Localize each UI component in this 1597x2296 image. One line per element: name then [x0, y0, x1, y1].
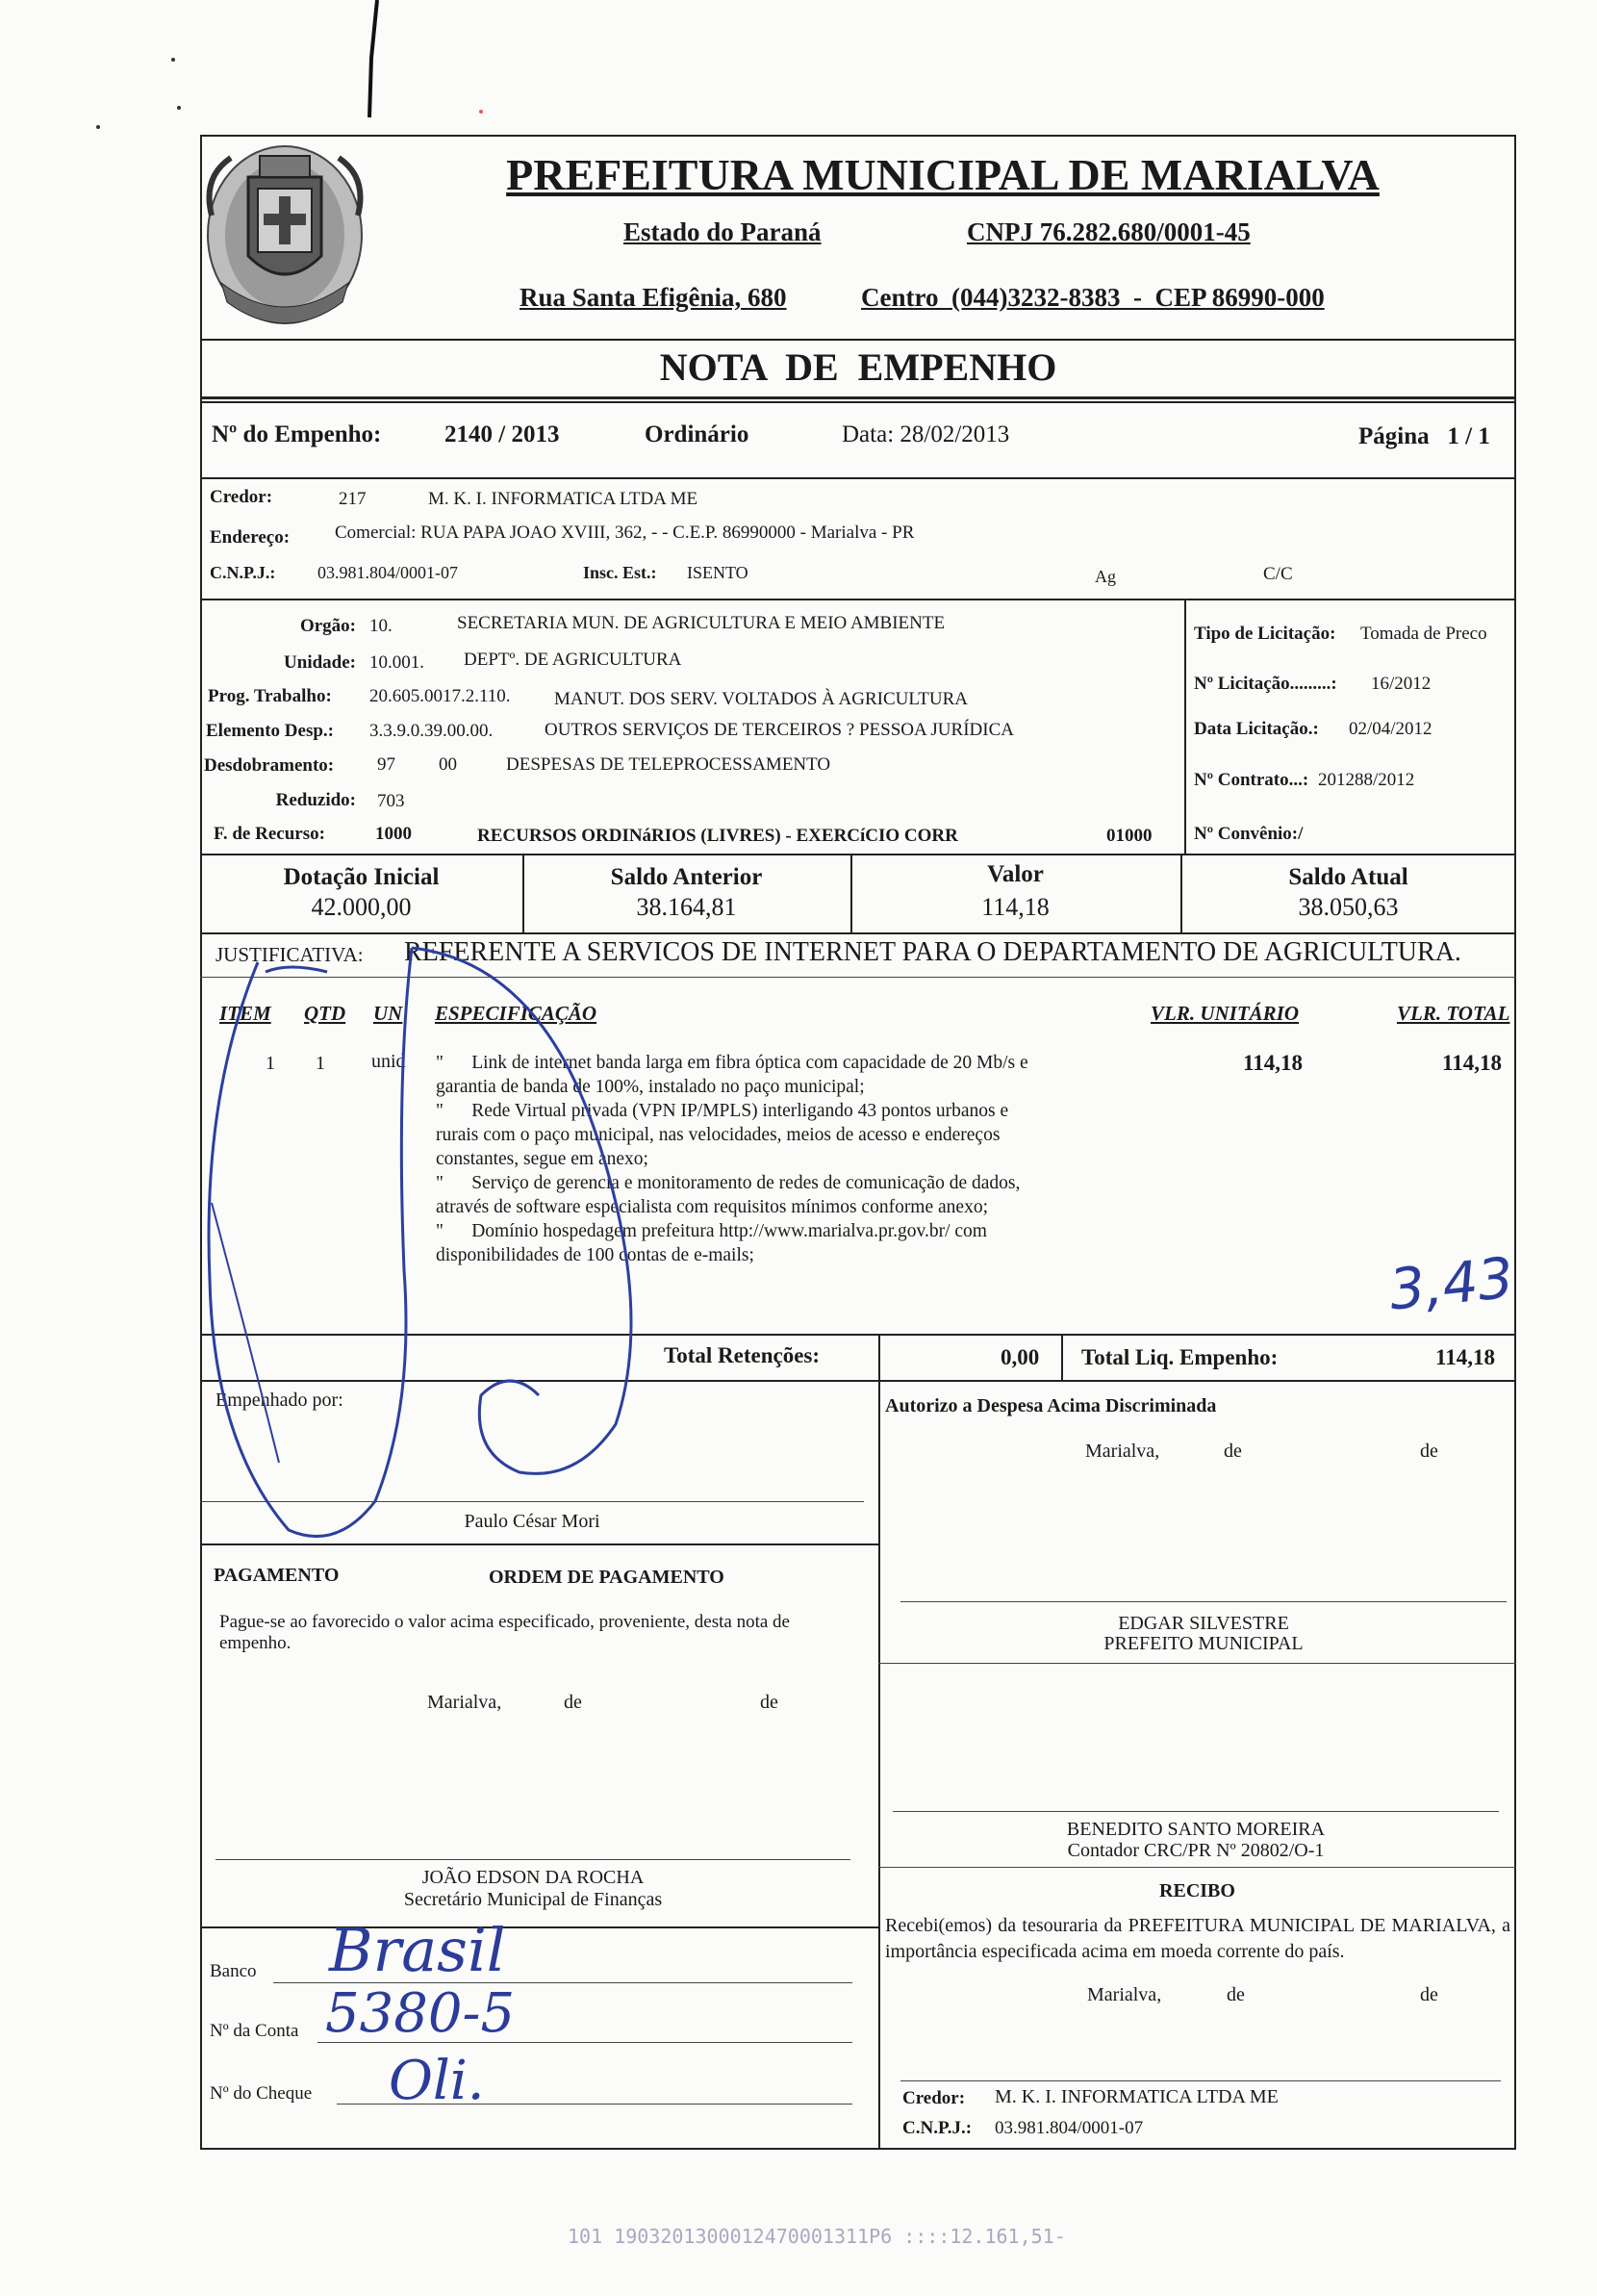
recibo-cnpj: 03.981.804/0001-07 [995, 2118, 1144, 2138]
prefeito-name: EDGAR SILVESTRE [1118, 1613, 1289, 1634]
empenho-number-label: Nº do Empenho: [212, 421, 382, 447]
recibo-title: RECIBO [1159, 1880, 1235, 1901]
secretario-title: Secretário Municipal de Finanças [403, 1889, 663, 1910]
prefeito-title: PREFEITO MUNICIPAL [1103, 1633, 1304, 1654]
total-liquido-label: Total Liq. Empenho: [1081, 1345, 1279, 1369]
contador-name: BENEDITO SANTO MOREIRA [1066, 1819, 1326, 1840]
conta-handwritten: 5380-5 [325, 1982, 516, 2045]
conta-label: Nº da Conta [210, 2021, 299, 2041]
page-number: Página 1 / 1 [1358, 423, 1490, 449]
address-street: Rua Santa Efigênia, 680 [520, 283, 787, 312]
document-title: NOTA DE EMPENHO [659, 345, 1057, 389]
unidade-code: 10.001. [369, 652, 424, 673]
saldo-anterior-label: Saldo Anterior [610, 864, 763, 890]
reduzido-label: Reduzido: [275, 790, 356, 810]
state-name: Estado do Paraná [623, 217, 822, 246]
recibo-credor: M. K. I. INFORMATICA LTDA ME [995, 2086, 1279, 2107]
elemento-name: OUTROS SERVIÇOS DE TERCEIROS ? PESSOA JURÍDICA [545, 720, 1014, 740]
cheque-label: Nº do Cheque [210, 2083, 313, 2104]
credor-label: Credor: [210, 487, 273, 507]
spec-line: através de software especialista com requisitos mínimos conforme anexo; [436, 1197, 988, 1217]
empenho-type: Ordinário [645, 421, 749, 447]
unidade-label: Unidade: [284, 652, 356, 673]
contrato-value: 201288/2012 [1318, 770, 1415, 790]
recurso-code: 1000 [375, 824, 412, 844]
recibo-text: Recebi(emos) da tesouraria da PREFEITURA MUNICIPAL DE MARIALVA, a importância especificada acima em moeda corrente do país. [885, 1915, 1510, 1962]
total-retencoes-label: Total Retenções: [664, 1343, 821, 1367]
valor-value: 114,18 [981, 893, 1050, 921]
saldo-atual-value: 38.050,63 [1298, 893, 1399, 921]
empenhado-label: Empenhado por: [215, 1390, 343, 1411]
recibo-de-2: de [1420, 1984, 1438, 2005]
saldo-anterior-value: 38.164,81 [636, 893, 737, 921]
handwritten-note: 3,43 [1385, 1244, 1517, 1323]
orgao-label: Orgão: [299, 616, 356, 636]
contador-title: Contador CRC/PR Nº 20802/O-1 [1067, 1840, 1325, 1861]
col-qtd: QTD [304, 1002, 346, 1025]
desdobramento-code-2: 00 [439, 754, 457, 775]
cnpj-prefeitura: CNPJ 76.282.680/0001-45 [967, 217, 1251, 246]
col-item: ITEM [219, 1002, 271, 1025]
recibo-credor-label: Credor: [902, 2088, 966, 2108]
item-qtd: 1 [316, 1053, 325, 1074]
elemento-code: 3.3.9.0.39.00.00. [369, 721, 494, 741]
spec-line: " Link de internet banda larga em fibra óptica com capacidade de 20 Mb/s e [436, 1053, 1028, 1073]
credor-endereco: Comercial: RUA PAPA JOAO XVIII, 362, - - C.E.P. 86990000 - Marialva - PR [335, 523, 915, 543]
ag-label: Ag [1095, 567, 1116, 586]
spec-line: constantes, segue em anexo; [436, 1149, 648, 1169]
prog-name: MANUT. DOS SERV. VOLTADOS À AGRICULTURA [554, 689, 968, 709]
dotacao-inicial-value: 42.000,00 [311, 893, 412, 921]
data-licitacao: 02/04/2012 [1349, 719, 1432, 739]
scan-marks [0, 0, 1597, 135]
reduzido-value: 703 [377, 791, 405, 811]
convenio-label: Nº Convênio:/ [1194, 824, 1304, 844]
tipo-licitacao-label: Tipo de Licitação: [1194, 624, 1336, 644]
autorizo-label: Autorizo a Despesa Acima Discriminada [885, 1395, 1217, 1416]
total-liquido: 114,18 [1435, 1345, 1495, 1369]
banco-label: Banco [210, 1961, 257, 1981]
contrato-label: Nº Contrato...: [1194, 770, 1309, 790]
num-licitacao-label: Nº Licitação.........: [1194, 674, 1337, 694]
item-vlr-total: 114,18 [1442, 1051, 1502, 1075]
mechanical-stamp: 101 1903201300012470001311P6 ::::12.161,51- [568, 2225, 1066, 2248]
spec-line: rurais com o paço municipal, nas velocidades, meios de acesso e endereços [436, 1125, 1001, 1145]
valor-label: Valor [987, 861, 1044, 887]
pagamento-de-1: de [564, 1692, 582, 1713]
col-un: UN [373, 1002, 403, 1025]
recibo-city: Marialva, [1087, 1984, 1162, 2005]
cheque-handwritten: Oli. [389, 2050, 485, 2112]
recibo-cnpj-label: C.N.P.J.: [902, 2118, 973, 2138]
orgao-code: 10. [369, 616, 393, 636]
spec-line: " Serviço de gerencia e monitoramento de redes de comunicação de dados, [436, 1173, 1021, 1193]
insc-value: ISENTO [687, 563, 748, 582]
desdobramento-label: Desdobramento: [204, 755, 335, 776]
pagamento-label: PAGAMENTO [214, 1565, 340, 1586]
desdobramento-code-1: 97 [377, 754, 395, 775]
justificativa-label: JUSTIFICATIVA: [215, 943, 364, 966]
prog-label: Prog. Trabalho: [208, 686, 332, 706]
address-details: Centro (044)3232-8383 - CEP 86990-000 [861, 283, 1325, 312]
item-un: unid [371, 1051, 406, 1072]
desdobramento-name: DESPESAS DE TELEPROCESSAMENTO [506, 754, 831, 775]
col-vlr-unitario: VLR. UNITÁRIO [1151, 1002, 1300, 1025]
prog-code: 20.605.0017.2.110. [369, 686, 511, 706]
autorizo-city: Marialva, [1085, 1441, 1160, 1462]
banco-handwritten: Brasil [329, 1915, 506, 1985]
spec-line: garantia de banda de 100%, instalado no paço municipal; [436, 1077, 865, 1097]
spec-line: " Rede Virtual privada (VPN IP/MPLS) interligando 43 pontos urbanos e [436, 1101, 1009, 1121]
recurso-label: F. de Recurso: [214, 824, 325, 844]
empenho-date: Data: 28/02/2013 [842, 421, 1010, 447]
item-number: 1 [266, 1053, 275, 1074]
num-licitacao: 16/2012 [1371, 674, 1432, 694]
pagamento-text: Pague-se ao favorecido o valor acima especificado, proveniente, desta nota de empenho. [219, 1612, 790, 1653]
endereco-label: Endereço: [210, 527, 291, 548]
coat-of-arms-icon [202, 139, 368, 337]
dotacao-inicial-label: Dotação Inicial [283, 864, 440, 890]
empenho-number: 2140 / 2013 [444, 421, 560, 447]
spec-line: disponibilidades de 100 contas de e-mails; [436, 1245, 754, 1265]
cc-label: C/C [1263, 564, 1293, 584]
item-vlr-unitario: 114,18 [1243, 1051, 1303, 1075]
secretario-name: JOÃO EDSON DA ROCHA [421, 1867, 645, 1888]
unidade-name: DEPTº. DE AGRICULTURA [464, 650, 682, 670]
ordem-pagamento-label: ORDEM DE PAGAMENTO [489, 1567, 724, 1588]
credor-cnpj: 03.981.804/0001-07 [317, 563, 458, 582]
elemento-label: Elemento Desp.: [206, 721, 334, 741]
tipo-licitacao: Tomada de Preco [1360, 624, 1487, 644]
orgao-name: SECRETARIA MUN. DE AGRICULTURA E MEIO AMBIENTE [457, 613, 946, 633]
recurso-code-2: 01000 [1106, 826, 1153, 846]
autorizo-de-2: de [1420, 1441, 1438, 1462]
prefeitura-title: PREFEITURA MUNICIPAL DE MARIALVA [506, 150, 1380, 199]
col-especificacao: ESPECIFICAÇÃO [435, 1002, 597, 1025]
empenhado-name: Paulo César Mori [464, 1511, 600, 1532]
saldo-atual-label: Saldo Atual [1288, 864, 1408, 890]
pagamento-de-2: de [760, 1692, 778, 1713]
data-licitacao-label: Data Licitação.: [1194, 719, 1319, 739]
spec-line: " Domínio hospedagem prefeitura http://www.marialva.pr.gov.br/ com [436, 1221, 987, 1241]
col-vlr-total: VLR. TOTAL [1397, 1002, 1510, 1025]
recurso-name: RECURSOS ORDINáRIOS (LIVRES) - EXERCíCIO CORR [477, 826, 958, 846]
insc-label: Insc. Est.: [583, 563, 657, 582]
autorizo-de-1: de [1224, 1441, 1242, 1462]
recibo-de-1: de [1227, 1984, 1245, 2005]
justificativa-text: REFERENTE A SERVICOS DE INTERNET PARA O DEPARTAMENTO DE AGRICULTURA. [404, 937, 1461, 967]
cnpj-label: C.N.P.J.: [210, 563, 276, 582]
item-especificacao [436, 1051, 1128, 1267]
pagamento-city: Marialva, [427, 1692, 502, 1713]
total-retencoes: 0,00 [1001, 1345, 1040, 1369]
credor-code: 217 [339, 489, 367, 509]
credor-name: M. K. I. INFORMATICA LTDA ME [428, 489, 698, 509]
